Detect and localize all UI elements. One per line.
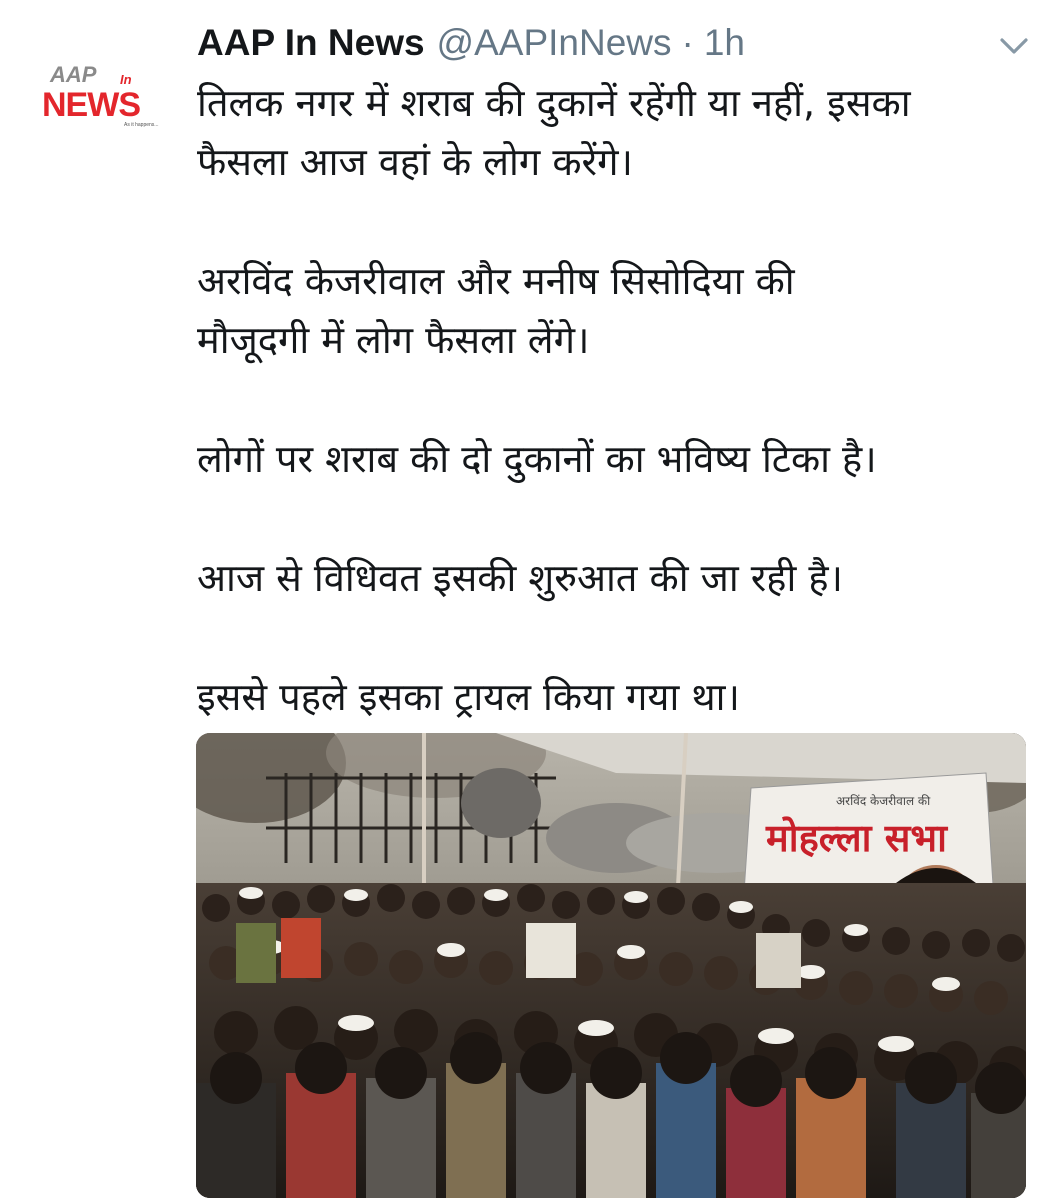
tweet-line: अरविंद केजरीवाल और मनीष सिसोदिया की (197, 259, 795, 303)
tweet-paragraph (197, 668, 1037, 727)
avatar[interactable] (40, 58, 165, 128)
tweet-photo[interactable] (196, 733, 1026, 1198)
tweet-paragraph (197, 430, 1037, 489)
separator-dot: · (681, 22, 694, 63)
crowd-photo (196, 733, 1026, 1198)
tweet-line: लोगों पर शराब की दो दुकानों का भविष्य टिका है। (197, 437, 877, 481)
tweet-line: आज से विधिवत इसकी शुरुआत की जा रही है। (197, 556, 843, 600)
chevron-down-icon[interactable] (998, 34, 1030, 58)
tweet-line: मौजूदगी में लोग फैसला लेंगे। (197, 318, 590, 362)
banner-title: मोहल्ला सभा (766, 816, 947, 860)
tweet-header (197, 22, 745, 68)
logo-in-text: In (120, 72, 132, 87)
aap-in-news-logo (40, 58, 165, 128)
tweet-paragraph (197, 252, 1037, 370)
tweet-paragraph (197, 549, 1037, 608)
logo-aap-text: AAP (50, 62, 97, 87)
logo-news-text: NEWS (42, 86, 140, 124)
logo-tagline: As it happens... (124, 122, 159, 128)
display-name[interactable]: AAP In News (197, 22, 425, 63)
tweet-line: इससे पहले इसका ट्रायल किया गया था। (197, 675, 740, 719)
banner-subtitle: अरविंद केजरीवाल की (836, 794, 931, 808)
timestamp[interactable]: 1h (703, 22, 746, 63)
user-handle[interactable]: @AAPInNews (436, 22, 672, 63)
tweet-line: तिलक नगर में शराब की दुकानें रहेंगी या नहीं, इसका (197, 81, 911, 125)
tweet-line: फैसला आज वहां के लोग करेंगे। (197, 140, 633, 184)
tweet-paragraph (197, 74, 1037, 192)
tweet-text (197, 74, 1037, 727)
